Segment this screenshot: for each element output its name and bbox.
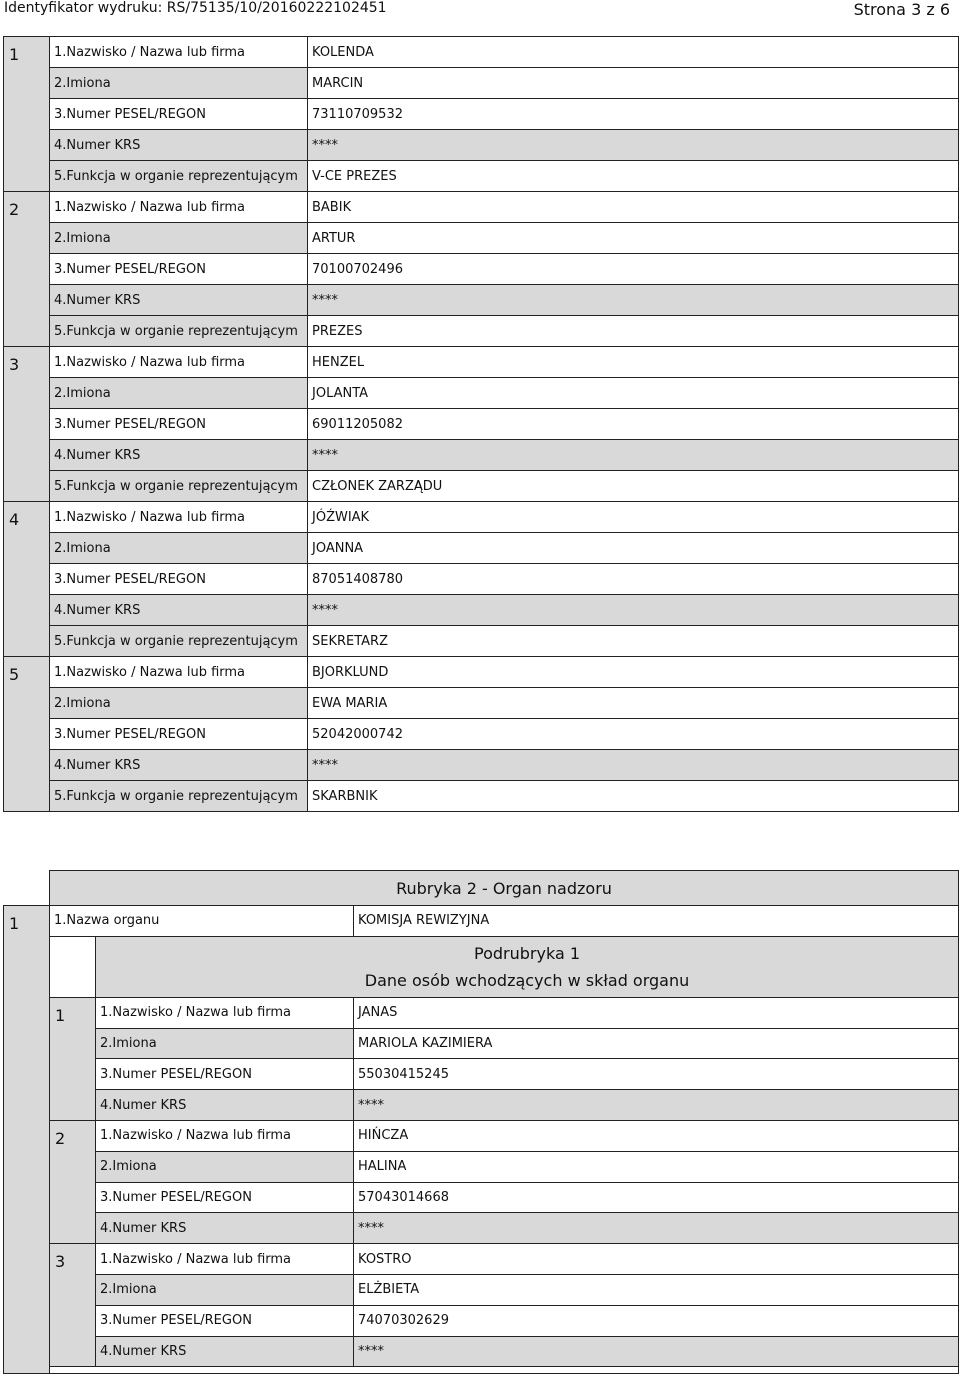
table-row: [4, 1336, 959, 1367]
organ-number: 1: [4, 906, 50, 1374]
table-row: [4, 285, 959, 316]
table-row: [4, 161, 959, 192]
field-value-name: KOSTRO: [354, 1244, 959, 1275]
field-label: 2.Imiona: [96, 1028, 354, 1059]
table-row: [4, 688, 959, 719]
field-label: 4.Numer KRS: [50, 750, 308, 781]
field-value-krs: ****: [308, 440, 959, 471]
table-row: [4, 1059, 959, 1090]
entry-number: 5: [4, 657, 50, 812]
table-row: [4, 37, 959, 68]
field-label: 3.Numer PESEL/REGON: [50, 99, 308, 130]
field-label: 4.Numer KRS: [50, 130, 308, 161]
organ-name-value: KOMISJA REWIZYJNA: [354, 906, 959, 937]
field-value-first-names: MARCIN: [308, 68, 959, 99]
print-identifier: Identyfikator wydruku: RS/75135/10/20160222102451: [4, 0, 387, 16]
member-number: 3: [50, 1244, 96, 1367]
field-label: 1.Nazwisko / Nazwa lub firma: [50, 37, 308, 68]
entry-number: 2: [4, 192, 50, 347]
field-label: 3.Numer PESEL/REGON: [50, 719, 308, 750]
field-value-first-names: ARTUR: [308, 223, 959, 254]
table-row: [4, 440, 959, 471]
field-value-pesel: 73110709532: [308, 99, 959, 130]
spacer-cell: [50, 936, 96, 997]
field-label: 1.Nazwisko / Nazwa lub firma: [96, 997, 354, 1028]
table-row: [4, 378, 959, 409]
field-label: 2.Imiona: [50, 533, 308, 564]
field-label: 4.Numer KRS: [50, 285, 308, 316]
subsection-title: Podrubryka 1: [474, 943, 581, 963]
field-value-pesel: 87051408780: [308, 564, 959, 595]
field-label: 1.Nazwisko / Nazwa lub firma: [50, 192, 308, 223]
field-value-krs: ****: [308, 130, 959, 161]
field-value-pesel: 52042000742: [308, 719, 959, 750]
table-row: [4, 750, 959, 781]
page-number: Strona 3 z 6: [853, 0, 950, 19]
table-row: [4, 1182, 959, 1213]
table-row: [4, 533, 959, 564]
field-value-krs: ****: [308, 750, 959, 781]
field-label: 2.Imiona: [50, 68, 308, 99]
table-row: [4, 564, 959, 595]
table-row: [4, 997, 959, 1028]
field-label: 1.Nazwa organu: [50, 906, 354, 937]
field-value-function: SEKRETARZ: [308, 626, 959, 657]
field-value-function: V-CE PREZES: [308, 161, 959, 192]
field-value-function: SKARBNIK: [308, 781, 959, 812]
entry-number: 1: [4, 37, 50, 192]
field-value-pesel: 55030415245: [354, 1059, 959, 1090]
table-row: [4, 1120, 959, 1151]
subsection-header: [96, 936, 959, 997]
table-row: [4, 68, 959, 99]
table-row: [4, 502, 959, 533]
entry-number: 3: [4, 347, 50, 502]
field-value-pesel: 57043014668: [354, 1182, 959, 1213]
field-value-name: JANAS: [354, 997, 959, 1028]
field-value-krs: ****: [354, 1213, 959, 1244]
field-value-name: KOLENDA: [308, 37, 959, 68]
field-label: 5.Funkcja w organie reprezentującym: [50, 781, 308, 812]
table-row: [4, 1305, 959, 1336]
table-row: [4, 626, 959, 657]
field-label: 1.Nazwisko / Nazwa lub firma: [50, 657, 308, 688]
field-label: 5.Funkcja w organie reprezentującym: [50, 626, 308, 657]
table-row: [4, 471, 959, 502]
entry-number: 4: [4, 502, 50, 657]
field-value-first-names: EWA MARIA: [308, 688, 959, 719]
field-value-krs: ****: [354, 1336, 959, 1367]
table-row: [4, 254, 959, 285]
field-label: 4.Numer KRS: [50, 440, 308, 471]
field-value-pesel: 69011205082: [308, 409, 959, 440]
table-row: [4, 781, 959, 812]
table-row: [4, 1274, 959, 1305]
field-value-name: HENZEL: [308, 347, 959, 378]
field-value-name: JÓŹWIAK: [308, 502, 959, 533]
field-label: 1.Nazwisko / Nazwa lub firma: [96, 1244, 354, 1275]
table-row: [4, 1151, 959, 1182]
field-label: 5.Funkcja w organie reprezentującym: [50, 316, 308, 347]
field-label: 4.Numer KRS: [96, 1213, 354, 1244]
field-label: 2.Imiona: [50, 378, 308, 409]
field-value-name: BABIK: [308, 192, 959, 223]
table-row: [4, 99, 959, 130]
field-label: 2.Imiona: [50, 688, 308, 719]
field-value-first-names: JOLANTA: [308, 378, 959, 409]
field-label: 1.Nazwisko / Nazwa lub firma: [50, 347, 308, 378]
field-label: 3.Numer PESEL/REGON: [96, 1182, 354, 1213]
subsection-subtitle: Dane osób wchodzących w skład organu: [364, 970, 690, 990]
table-row: [4, 1244, 959, 1275]
table-row: [4, 347, 959, 378]
table-row: [4, 595, 959, 626]
table-row: [4, 223, 959, 254]
table-end-row: [50, 1367, 959, 1374]
section-title: Rubryka 2 - Organ nadzoru: [50, 871, 959, 906]
field-label: 1.Nazwisko / Nazwa lub firma: [50, 502, 308, 533]
member-number: 2: [50, 1120, 96, 1243]
field-label: 3.Numer PESEL/REGON: [96, 1059, 354, 1090]
field-value-first-names: HALINA: [354, 1151, 959, 1182]
field-value-function: CZŁONEK ZARZĄDU: [308, 471, 959, 502]
field-value-krs: ****: [308, 595, 959, 626]
field-label: 4.Numer KRS: [96, 1336, 354, 1367]
field-label: 1.Nazwisko / Nazwa lub firma: [96, 1120, 354, 1151]
field-value-first-names: ELŻBIETA: [354, 1274, 959, 1305]
field-value-name: HIŃCZA: [354, 1120, 959, 1151]
field-label: 4.Numer KRS: [96, 1090, 354, 1121]
field-value-pesel: 70100702496: [308, 254, 959, 285]
field-value-pesel: 74070302629: [354, 1305, 959, 1336]
table-row: [4, 1090, 959, 1121]
field-label: 5.Funkcja w organie reprezentującym: [50, 161, 308, 192]
field-label: 5.Funkcja w organie reprezentującym: [50, 471, 308, 502]
field-label: 3.Numer PESEL/REGON: [50, 564, 308, 595]
field-label: 4.Numer KRS: [50, 595, 308, 626]
field-label: 3.Numer PESEL/REGON: [50, 254, 308, 285]
field-value-function: PREZES: [308, 316, 959, 347]
field-value-name: BJORKLUND: [308, 657, 959, 688]
table-row: [4, 316, 959, 347]
supervisory-organ-table: [3, 870, 959, 1374]
table-row: [4, 719, 959, 750]
table-row: [4, 409, 959, 440]
field-label: 2.Imiona: [96, 1151, 354, 1182]
print-header: [0, 0, 960, 22]
field-label: 2.Imiona: [96, 1274, 354, 1305]
field-value-krs: ****: [308, 285, 959, 316]
field-value-first-names: MARIOLA KAZIMIERA: [354, 1028, 959, 1059]
member-number: 1: [50, 997, 96, 1120]
table-row: [4, 1213, 959, 1244]
table-row: [4, 1028, 959, 1059]
field-value-first-names: JOANNA: [308, 533, 959, 564]
field-label: 3.Numer PESEL/REGON: [96, 1305, 354, 1336]
table-row: [4, 657, 959, 688]
board-members-table: [3, 36, 959, 812]
field-value-krs: ****: [354, 1090, 959, 1121]
table-row: [4, 192, 959, 223]
field-label: 3.Numer PESEL/REGON: [50, 409, 308, 440]
field-label: 2.Imiona: [50, 223, 308, 254]
table-row: [4, 130, 959, 161]
